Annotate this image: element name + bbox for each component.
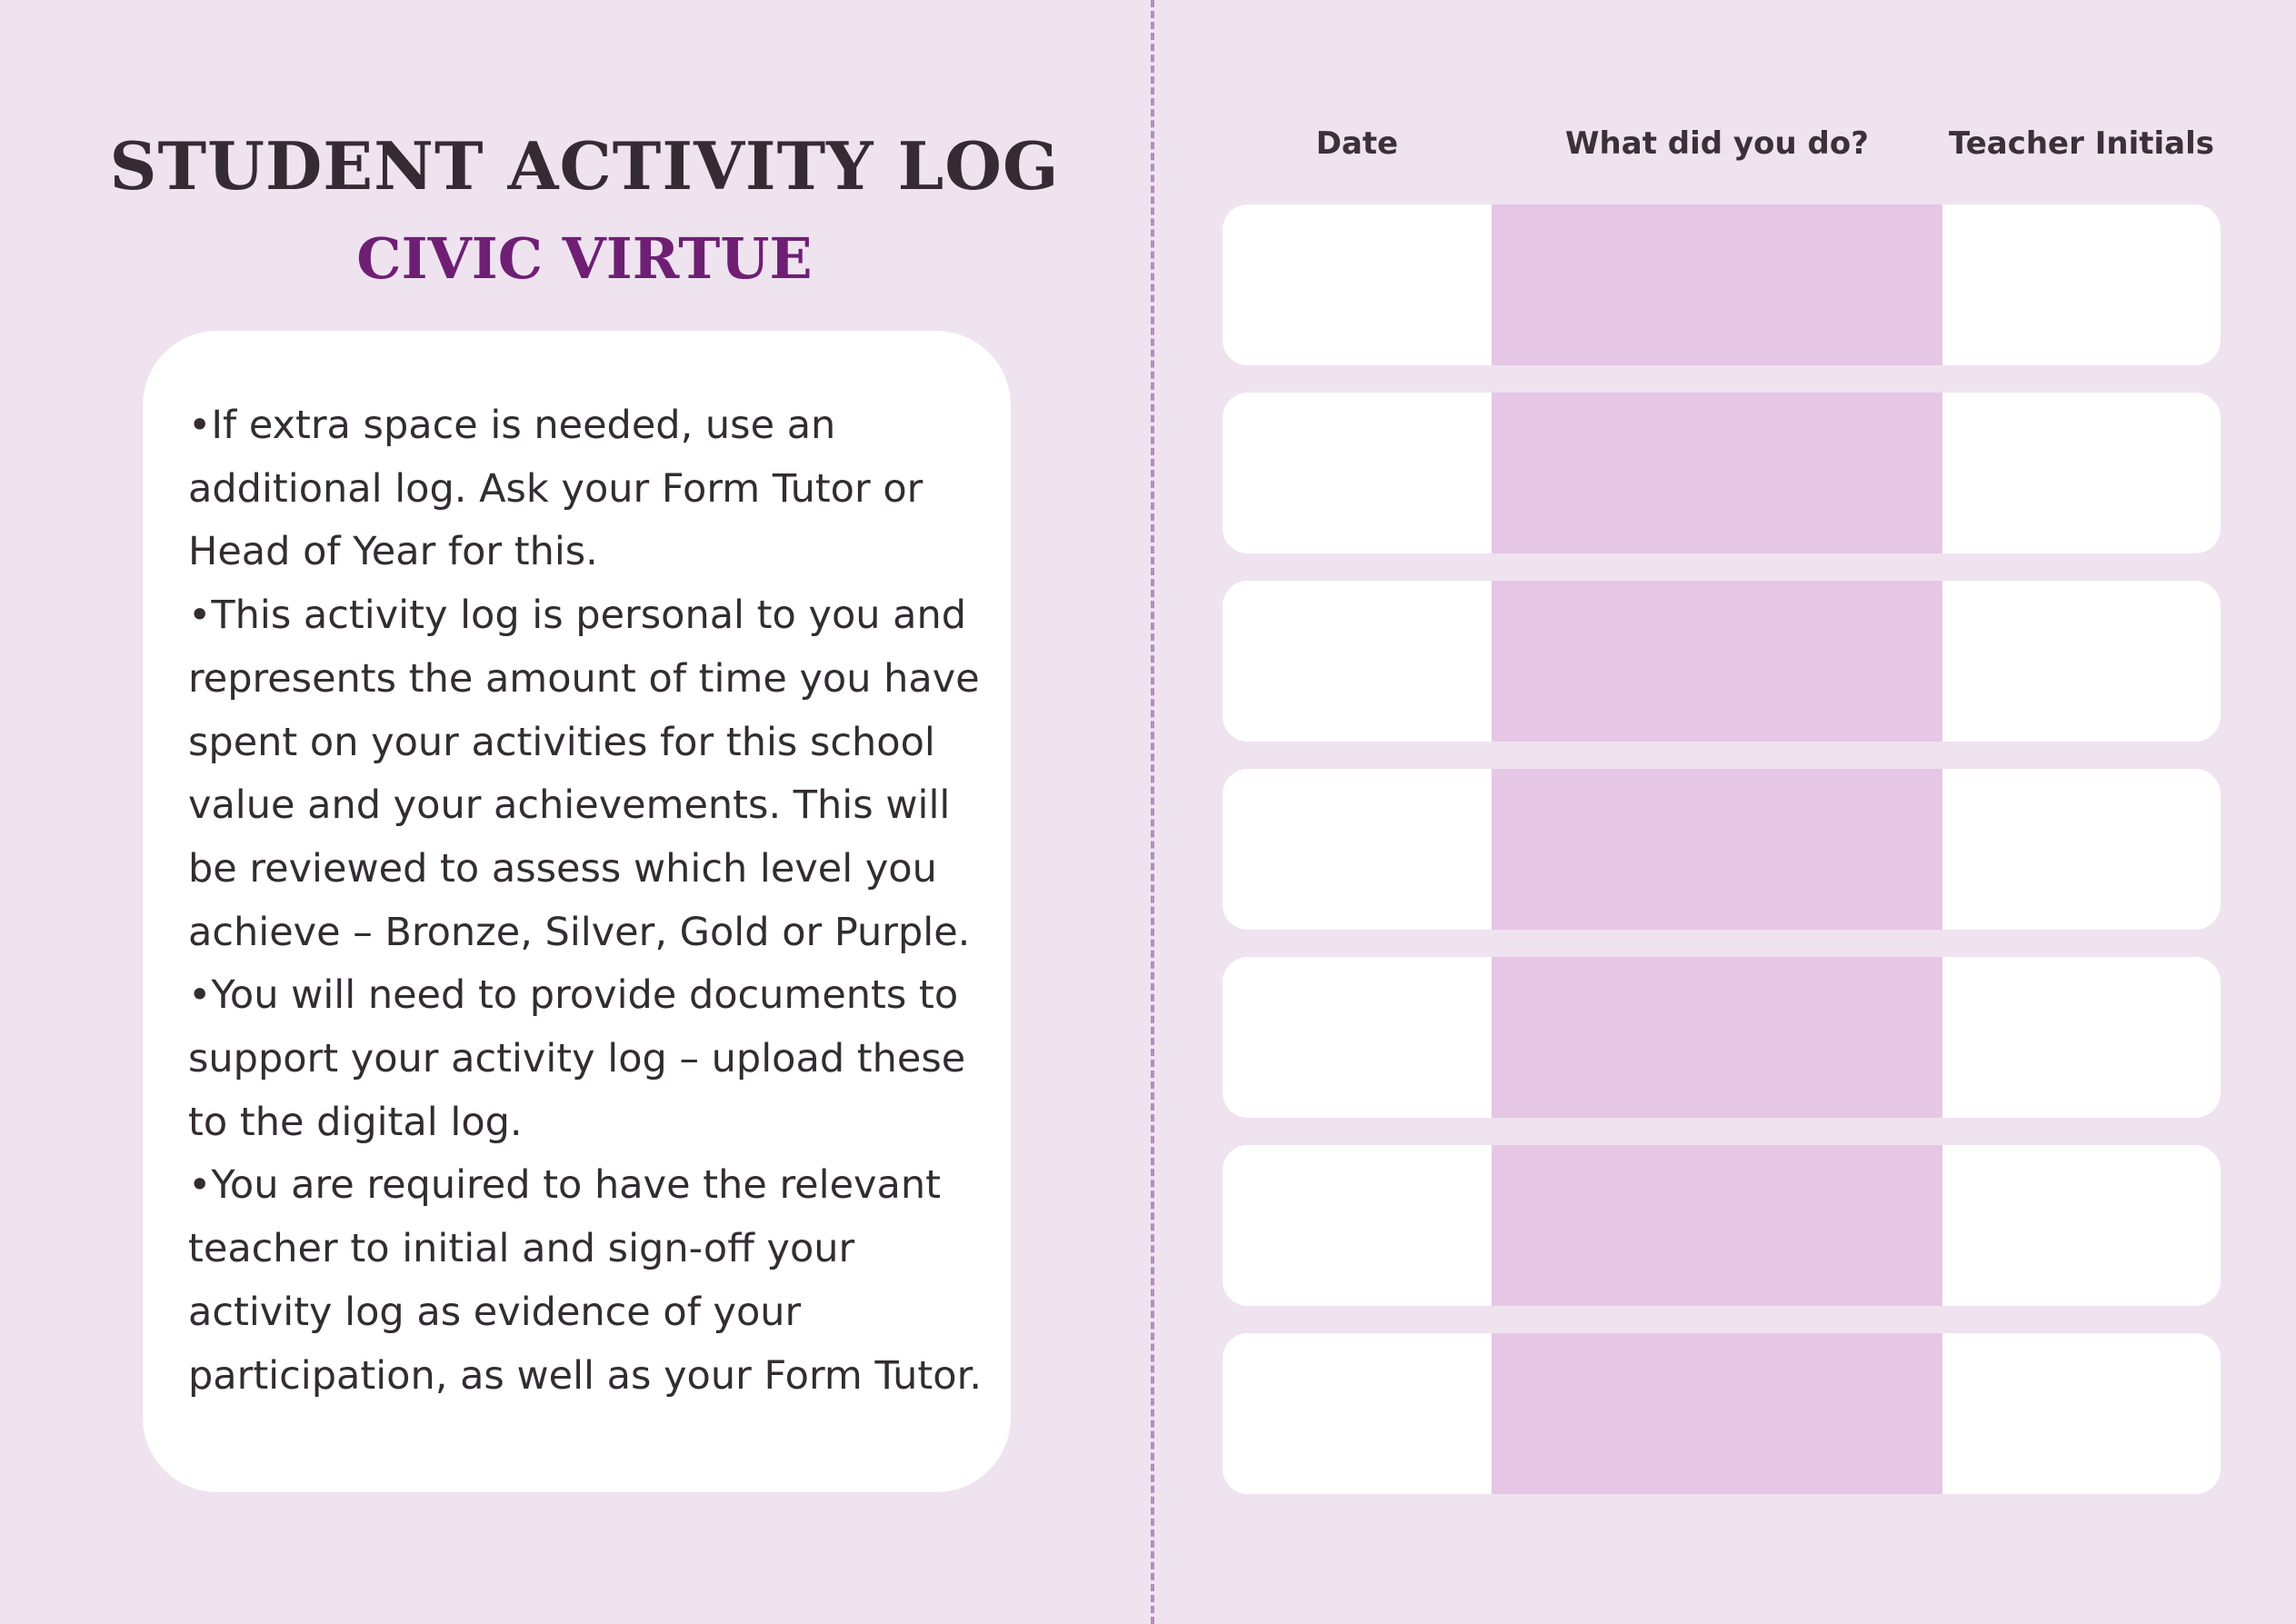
activity-cell[interactable] (1492, 1333, 1942, 1494)
instruction-item: •You will need to provide documents to support your activity log – upload these to the digital log. (188, 972, 966, 1145)
activity-cell[interactable] (1492, 1145, 1942, 1306)
instruction-item: •If extra space is needed, use an additional log. Ask your Form Tutor or Head of Year for this. (188, 403, 923, 575)
log-row (1223, 581, 2221, 742)
date-cell[interactable] (1223, 1333, 1492, 1494)
date-cell[interactable] (1223, 957, 1492, 1118)
instruction-item: •This activity log is personal to you and represents the amount of time you have spent on your activities for this school value and your achievements. This will be reviewed to assess which level you achieve – Bronze, Silver, Gold or Purple. (188, 593, 980, 955)
date-cell[interactable] (1223, 769, 1492, 930)
column-header-activity: What did you do? (1565, 125, 1869, 162)
activity-cell[interactable] (1492, 957, 1942, 1118)
activity-cell[interactable] (1492, 769, 1942, 930)
instruction-item: •You are required to have the relevant teacher to initial and sign-off your activity log as evidence of your participation, as well as your Form Tutor. (188, 1162, 982, 1399)
activity-log-table (1223, 204, 2221, 1494)
teacher-initials-cell[interactable] (1942, 204, 2221, 365)
date-cell[interactable] (1223, 393, 1492, 553)
date-cell[interactable] (1223, 1145, 1492, 1306)
activity-cell[interactable] (1492, 581, 1942, 742)
activity-cell[interactable] (1492, 393, 1942, 553)
instructions-card (143, 331, 1011, 1492)
log-row (1223, 204, 2221, 365)
teacher-initials-cell[interactable] (1942, 1145, 2221, 1306)
teacher-initials-cell[interactable] (1942, 1333, 2221, 1494)
date-cell[interactable] (1223, 581, 1492, 742)
teacher-initials-cell[interactable] (1942, 581, 2221, 742)
page-title: STUDENT ACTIVITY LOG (109, 127, 1060, 204)
log-row (1223, 393, 2221, 553)
column-header-date: Date (1315, 125, 1399, 162)
page-subtitle: CIVIC VIRTUE (356, 225, 813, 292)
log-row (1223, 1145, 2221, 1306)
log-row (1223, 957, 2221, 1118)
log-row (1223, 769, 2221, 930)
date-cell[interactable] (1223, 204, 1492, 365)
teacher-initials-cell[interactable] (1942, 769, 2221, 930)
activity-cell[interactable] (1492, 204, 1942, 365)
column-header-teacher-initials: Teacher Initials (1949, 125, 2214, 162)
teacher-initials-cell[interactable] (1942, 957, 2221, 1118)
log-row (1223, 1333, 2221, 1494)
teacher-initials-cell[interactable] (1942, 393, 2221, 553)
